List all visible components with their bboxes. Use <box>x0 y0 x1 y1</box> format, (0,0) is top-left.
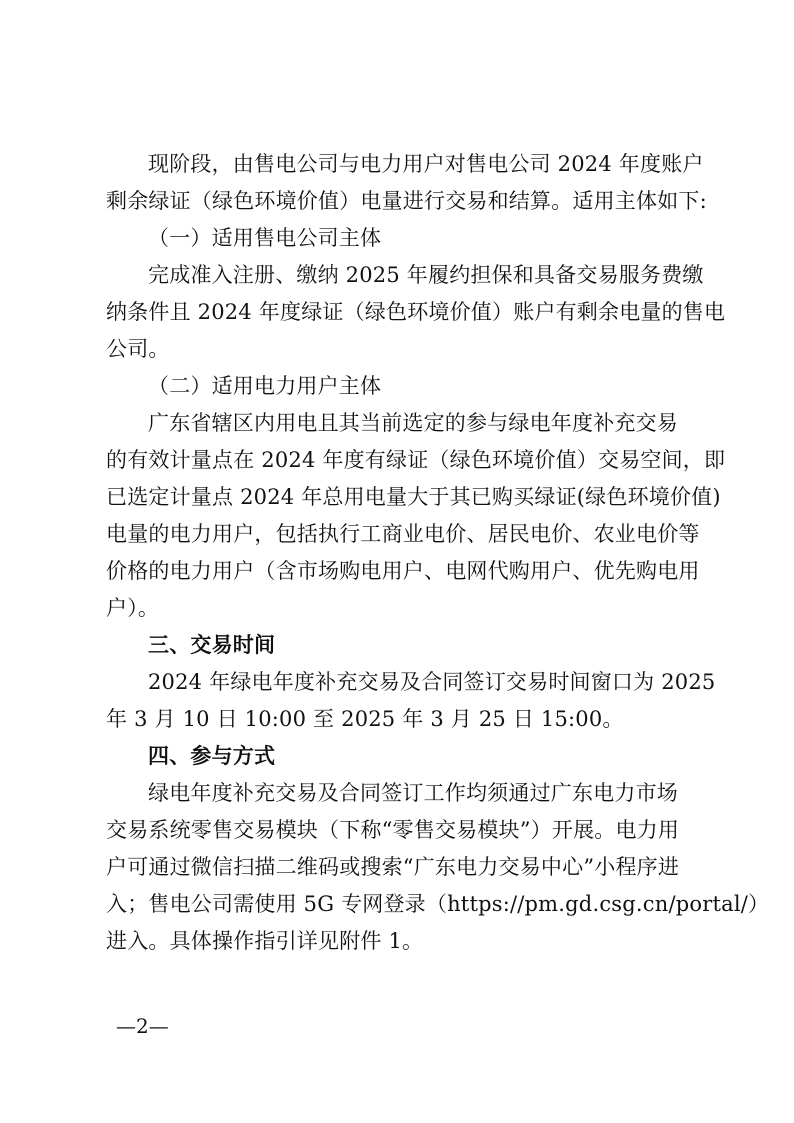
paragraph-line: 公司。 <box>106 337 170 361</box>
paragraph-line: 已选定计量点 2024 年总用电量大于其已购买绿证(绿色环境价值) <box>106 485 721 509</box>
subheading-sales-company: （一）适用售电公司主体 <box>148 226 382 250</box>
paragraph-line: 户可通过微信扫描二维码或搜索“广东电力交易中心”小程序进 <box>106 855 680 879</box>
paragraph-line: 年 3 月 10 日 10:00 至 2025 年 3 月 25 日 15:00。 <box>106 707 624 731</box>
paragraph-line: 价格的电力用户（含市场购电用户、电网代购用户、优先购电用 <box>106 559 700 583</box>
paragraph-line: 入；售电公司需使用 5G 专网登录（https://pm.gd.csg.cn/portal/） <box>106 892 770 916</box>
subheading-power-user: （二）适用电力用户主体 <box>148 374 382 398</box>
paragraph-line: 完成准入注册、缴纳 2025 年履约担保和具备交易服务费缴 <box>148 263 704 287</box>
section-heading-participation: 四、参与方式 <box>148 744 276 768</box>
section-heading-trading-time: 三、交易时间 <box>148 633 276 657</box>
paragraph-line: 户）。 <box>106 596 160 620</box>
paragraph-line: 的有效计量点在 2024 年度有绿证（绿色环境价值）交易空间，即 <box>106 448 726 472</box>
paragraph-line: 电量的电力用户，包括执行工商业电价、居民电价、农业电价等 <box>106 522 700 546</box>
paragraph-line: 绿电年度补充交易及合同签订工作均须通过广东电力市场 <box>148 781 678 805</box>
paragraph-line: 交易系统零售交易模块（下称“零售交易模块”）开展。电力用 <box>106 818 680 842</box>
paragraph-line: 2024 年绿电年度补充交易及合同签订交易时间窗口为 2025 <box>148 670 716 694</box>
paragraph-line: 剩余绿证（绿色环境价值）电量进行交易和结算。适用主体如下: <box>106 189 707 213</box>
paragraph-line: 现阶段，由售电公司与电力用户对售电公司 2024 年度账户 <box>148 152 704 176</box>
page-number: —2— <box>116 1014 169 1038</box>
paragraph-line: 纳条件且 2024 年度绿证（绿色环境价值）账户有剩余电量的售电 <box>106 300 726 324</box>
paragraph-line: 广东省辖区内用电且其当前选定的参与绿电年度补充交易 <box>148 411 678 435</box>
paragraph-line: 进入。具体操作指引详见附件 1。 <box>106 929 424 953</box>
